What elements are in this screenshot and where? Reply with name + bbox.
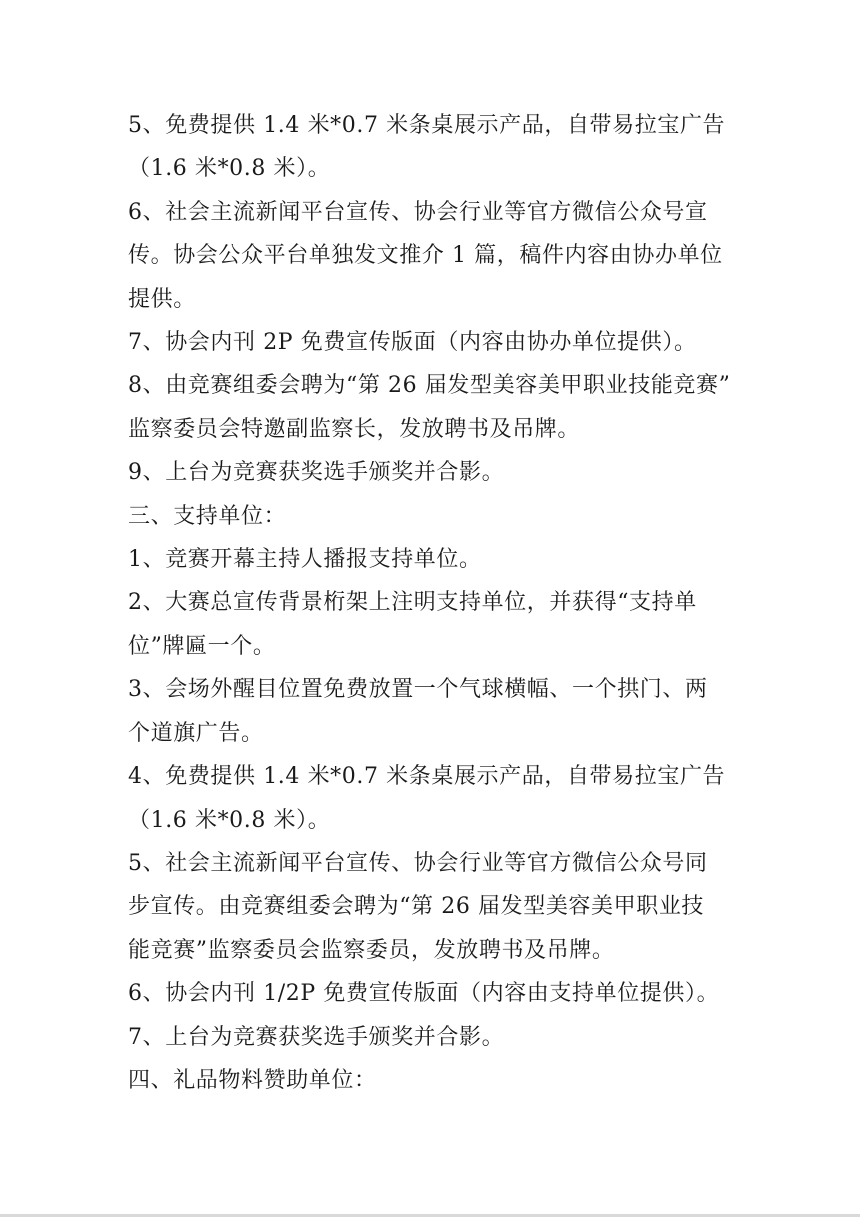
text-line: 9、上台为竞赛获奖选手颁奖并合影。: [128, 460, 505, 486]
text-line: 位”牌匾一个。: [128, 633, 276, 659]
text-line: 传。协会公众平台单独发文推介 1 篇，稿件内容由协办单位: [128, 243, 723, 269]
text-line: （1.6 米*0.8 米）。: [128, 807, 331, 833]
text-line: 6、协会内刊 1/2P 免费宣传版面（内容由支持单位提供）。: [128, 981, 720, 1007]
text-line: 3、会场外醒目位置免费放置一个气球横幅、一个拱门、两: [128, 677, 708, 703]
section-heading: 四、礼品物料赞助单位：: [128, 1067, 377, 1093]
text-line: 步宣传。由竞赛组委会聘为“第 26 届发型美容美甲职业技: [128, 894, 705, 920]
text-line: 7、上台为竞赛获奖选手颁奖并合影。: [128, 1024, 505, 1050]
text-line: 2、大赛总宣传背景桁架上注明支持单位，并获得“支持单: [128, 590, 697, 616]
text-line: 4、免费提供 1.4 米*0.7 米条桌展示产品，自带易拉宝广告: [128, 764, 726, 790]
text-line: 监察委员会特邀副监察长，发放聘书及吊牌。: [128, 416, 581, 442]
document-body: [128, 104, 738, 1102]
text-line: 8、由竞赛组委会聘为“第 26 届发型美容美甲职业技能竞赛”: [128, 373, 731, 399]
text-line: 个道旗广告。: [128, 720, 264, 746]
text-line: 1、竞赛开幕主持人播报支持单位。: [128, 547, 482, 573]
text-line: 6、社会主流新闻平台宣传、协会行业等官方微信公众号宣: [128, 199, 708, 225]
text-line: 5、免费提供 1.4 米*0.7 米条桌展示产品，自带易拉宝广告: [128, 113, 726, 138]
text-line: 5、社会主流新闻平台宣传、协会行业等官方微信公众号同: [128, 850, 708, 876]
text-line: （1.6 米*0.8 米）。: [128, 156, 331, 182]
text-line: 提供。: [128, 286, 196, 312]
page-bottom-edge: [0, 1214, 860, 1217]
section-heading: 三、支持单位：: [128, 503, 287, 529]
text-line: 7、协会内刊 2P 免费宣传版面（内容由协办单位提供）。: [128, 330, 697, 356]
text-line: 能竞赛”监察委员会监察委员，发放聘书及吊牌。: [128, 937, 615, 963]
